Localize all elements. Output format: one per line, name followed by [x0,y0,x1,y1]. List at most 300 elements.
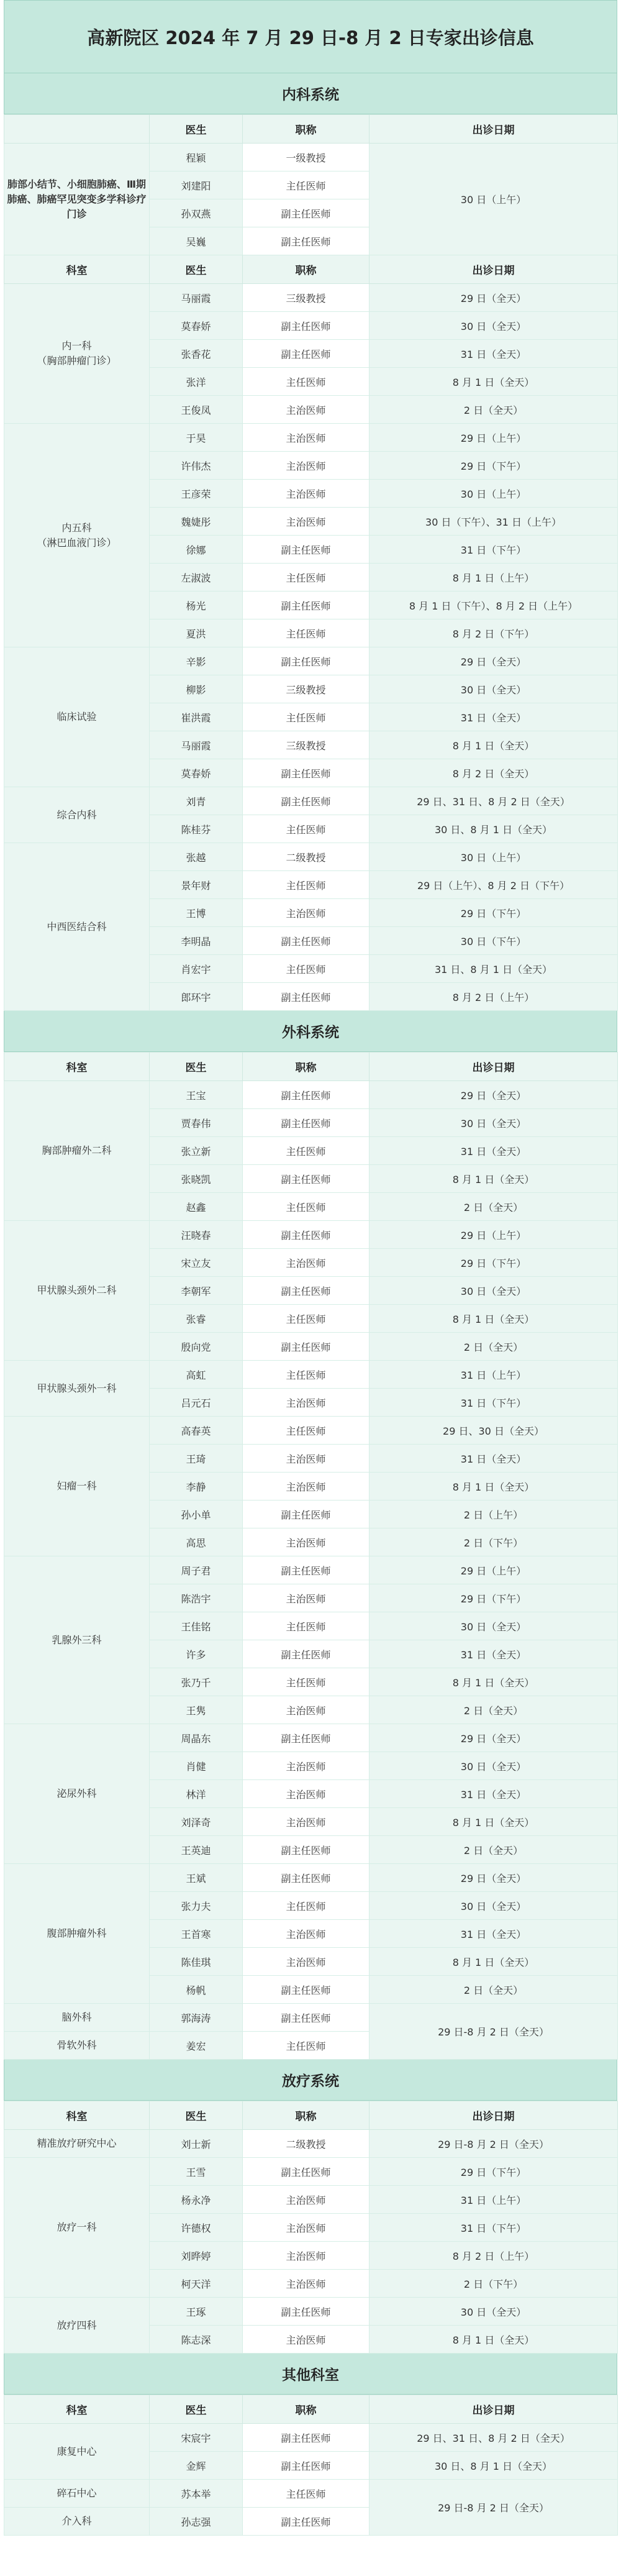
visit-date: 29 日（全天） [369,1081,618,1109]
doctor-rank: 主治医师 [243,1920,369,1948]
dept-name-line: 综合内科 [57,808,97,821]
schedule-table [4,114,618,1011]
dept-header: 科室 [4,255,150,284]
visit-date: 8 月 1 日（下午）、8 月 2 日（上午） [369,591,618,619]
visit-date: 30 日、8 月 1 日（全天） [369,815,618,843]
visit-date: 8 月 1 日（全天） [369,731,618,759]
section-title: 外科系统 [4,1011,617,1052]
visit-date: 8 月 1 日（全天） [369,1668,618,1696]
visit-date: 8 月 2 日（下午） [369,619,618,647]
doctor-name: 孙双燕 [150,199,243,227]
doctor-name: 柳影 [150,675,243,703]
dept-name-line: （胸部肿瘤门诊） [37,355,117,367]
visit-date: 31 日（下午） [369,1389,618,1417]
doctor-name: 莫春娇 [150,312,243,340]
doctor-name: 肖健 [150,1752,243,1780]
visit-date: 31 日（上午） [369,2186,618,2214]
doctor-name: 张立新 [150,1137,243,1165]
doctor-rank: 副主任医师 [243,227,369,255]
dept-cell [4,2298,150,2354]
visit-date: 29 日（下午） [369,452,618,480]
doctor-rank: 副主任医师 [243,983,369,1011]
dept-cell [4,1556,150,1724]
visit-date: 30 日（全天） [369,1752,618,1780]
doctor-name: 刘士新 [150,2130,243,2158]
doctor-name: 赵鑫 [150,1193,243,1221]
doctor-name: 王琢 [150,2298,243,2326]
doctor-rank: 主治医师 [243,2186,369,2214]
doctor-name: 陈志深 [150,2326,243,2354]
doctor-name: 杨永净 [150,2186,243,2214]
dept-header: 科室 [4,1053,150,1081]
visit-date: 2 日（全天） [369,1193,618,1221]
doctor-rank: 主治医师 [243,1389,369,1417]
dept-cell [4,1221,150,1361]
doctor-rank: 主治医师 [243,396,369,424]
dept-header: 科室 [4,2101,150,2130]
table-row [4,144,618,171]
doctor-rank: 主任医师 [243,368,369,396]
rank-header: 职称 [243,1053,369,1081]
section-title: 内科系统 [4,73,617,114]
visit-date: 8 月 2 日（全天） [369,759,618,787]
visit-date: 30 日（全天） [369,675,618,703]
visit-date: 30 日（全天） [369,1612,618,1640]
visit-date: 30 日（上午） [369,480,618,508]
visit-date: 8 月 1 日（全天） [369,368,618,396]
dept-cell [4,1864,150,2004]
doctor-rank: 主任医师 [243,2032,369,2060]
doctor-rank: 副主任医师 [243,2424,369,2452]
doctor-name: 马丽霞 [150,284,243,312]
visit-date: 30 日（全天） [369,1277,618,1305]
visit-date: 29 日（全天） [369,1724,618,1752]
doctor-name: 王博 [150,899,243,927]
doctor-name: 张晓凯 [150,1165,243,1193]
visit-date: 29 日、31 日、8 月 2 日（全天） [369,787,618,815]
visit-date: 30 日（上午） [369,843,618,871]
dept-name-line: 康复中心 [57,2445,97,2457]
doctor-rank: 副主任医师 [243,1864,369,1892]
dept-cell [4,2424,150,2480]
visit-date: 29 日（全天） [369,1864,618,1892]
doctor-rank: 主治医师 [243,1249,369,1277]
sections-container [4,73,617,2536]
doctor-rank: 副主任医师 [243,759,369,787]
doctor-name: 程颖 [150,144,243,171]
visit-date: 30 日（下午）、31 日（上午） [369,508,618,536]
table-row [4,1417,618,1445]
doctor-rank: 主治医师 [243,1528,369,1556]
doctor-rank: 主任医师 [243,955,369,983]
visit-date: 2 日（全天） [369,396,618,424]
table-row [4,424,618,452]
date-header: 出诊日期 [369,1053,618,1081]
doctor-rank: 副主任医师 [243,1500,369,1528]
doctor-name: 刘青 [150,787,243,815]
doctor-header: 医生 [150,1053,243,1081]
visit-date: 31 日（下午） [369,2214,618,2242]
visit-date: 30 日（上午） [369,144,618,255]
dept-name-line: 碎石中心 [57,2487,97,2499]
doctor-name: 宋宸宇 [150,2424,243,2452]
visit-date: 31 日（全天） [369,1780,618,1808]
dept-name-line: 泌尿外科 [57,1788,97,1799]
visit-date: 31 日、8 月 1 日（全天） [369,955,618,983]
table-row [4,1081,618,1109]
section-title: 放疗系统 [4,2060,617,2101]
table-row [4,647,618,675]
doctor-rank: 主任医师 [243,1193,369,1221]
table-header-row [4,2395,618,2424]
visit-date: 29 日-8 月 2 日（全天） [369,2004,618,2060]
date-header: 出诊日期 [369,255,618,284]
visit-date: 8 月 1 日（全天） [369,1473,618,1500]
visit-date: 30 日（全天） [369,1892,618,1920]
doctor-rank: 副主任医师 [243,1836,369,1864]
table-row [4,2480,618,2508]
table-row [4,2298,618,2326]
doctor-name: 徐娜 [150,536,243,564]
visit-date: 29 日（上午） [369,1221,618,1249]
dept-cell [4,1081,150,1221]
doctor-name: 李朝军 [150,1277,243,1305]
doctor-rank: 主治医师 [243,1445,369,1473]
doctor-header: 医生 [150,115,243,144]
doctor-name: 柯天洋 [150,2270,243,2298]
visit-date: 30 日（全天） [369,312,618,340]
doctor-rank: 主治医师 [243,424,369,452]
visit-date: 31 日（全天） [369,1920,618,1948]
doctor-header: 医生 [150,2101,243,2130]
dept-name-line: 内一科 [61,340,92,352]
doctor-name: 宋立友 [150,1249,243,1277]
doctor-name: 姜宏 [150,2032,243,2060]
table-row [4,2130,618,2158]
doctor-name: 杨帆 [150,1976,243,2004]
doctor-rank: 副主任医师 [243,536,369,564]
dept-name-line: 内五科 [61,521,92,534]
visit-date: 2 日（全天） [369,1696,618,1724]
dept-cell [4,843,150,1011]
rank-header: 职称 [243,2395,369,2424]
rank-header: 职称 [243,115,369,144]
doctor-name: 王琦 [150,1445,243,1473]
doctor-rank: 主任医师 [243,1137,369,1165]
doctor-name: 左淑波 [150,564,243,591]
visit-date: 2 日（下午） [369,2270,618,2298]
doctor-rank: 三级教授 [243,284,369,312]
doctor-rank: 副主任医师 [243,199,369,227]
date-header: 出诊日期 [369,2101,618,2130]
doctor-name: 林洋 [150,1780,243,1808]
dept-cell [4,284,150,424]
doctor-rank: 主治医师 [243,452,369,480]
schedule-page [4,0,617,2536]
dept-name-line: 脑外科 [61,2011,92,2023]
doctor-rank: 主任医师 [243,1892,369,1920]
table-row [4,1556,618,1584]
visit-date: 2 日（上午） [369,1500,618,1528]
doctor-rank: 一级教授 [243,144,369,171]
rank-header: 职称 [243,255,369,284]
visit-date: 29 日（上午） [369,424,618,452]
dept-name-line: 甲状腺头颈外一科 [37,1382,117,1394]
dept-cell [4,2032,150,2060]
visit-date: 29 日、30 日（全天） [369,1417,618,1445]
table-header-row [4,255,618,284]
schedule-table [4,1052,618,2060]
visit-date: 30 日（下午） [369,927,618,955]
doctor-name: 吕元石 [150,1389,243,1417]
doctor-rank: 副主任医师 [243,787,369,815]
visit-date: 29 日-8 月 2 日（全天） [369,2480,618,2536]
doctor-name: 许多 [150,1640,243,1668]
doctor-rank: 副主任医师 [243,927,369,955]
doctor-name: 金辉 [150,2452,243,2480]
dept-cell [4,424,150,647]
doctor-rank: 主任医师 [243,2480,369,2508]
doctor-rank: 副主任医师 [243,647,369,675]
doctor-name: 高思 [150,1528,243,1556]
dept-cell [4,2130,150,2158]
visit-date: 8 月 1 日（全天） [369,2326,618,2354]
doctor-rank: 三级教授 [243,731,369,759]
table-row [4,1361,618,1389]
doctor-name: 周晶东 [150,1724,243,1752]
doctor-rank: 主治医师 [243,1696,369,1724]
doctor-name: 周子君 [150,1556,243,1584]
visit-date: 31 日（上午） [369,1361,618,1389]
doctor-name: 辛影 [150,647,243,675]
doctor-name: 张香花 [150,340,243,368]
doctor-rank: 主治医师 [243,2214,369,2242]
visit-date: 30 日、8 月 1 日（全天） [369,2452,618,2480]
doctor-rank: 二级教授 [243,2130,369,2158]
visit-date: 8 月 1 日（全天） [369,1808,618,1836]
doctor-name: 肖宏宇 [150,955,243,983]
doctor-rank: 主治医师 [243,480,369,508]
dept-cell [4,647,150,787]
dept-cell [4,787,150,843]
dept-name-line: 放疗一科 [57,2221,97,2233]
visit-date: 29 日（下午） [369,1584,618,1612]
doctor-name: 李静 [150,1473,243,1500]
doctor-rank: 副主任医师 [243,2004,369,2032]
doctor-name: 张越 [150,843,243,871]
doctor-rank: 主任医师 [243,871,369,899]
doctor-rank: 主治医师 [243,1752,369,1780]
page-title: 高新院区 2024 年 7 月 29 日-8 月 2 日专家出诊信息 [4,0,617,73]
doctor-rank: 副主任医师 [243,1976,369,2004]
visit-date: 29 日（上午） [369,1556,618,1584]
doctor-rank: 主治医师 [243,1808,369,1836]
doctor-name: 陈佳琪 [150,1948,243,1976]
doctor-name: 于昊 [150,424,243,452]
doctor-header: 医生 [150,2395,243,2424]
doctor-rank: 副主任医师 [243,1165,369,1193]
dept-name-line: 乳腺外三科 [52,1633,102,1646]
doctor-rank: 副主任医师 [243,1724,369,1752]
table-row [4,843,618,871]
table-header-row [4,2101,618,2130]
table-row [4,2004,618,2032]
visit-date: 29 日（下午） [369,2158,618,2186]
doctor-rank: 副主任医师 [243,591,369,619]
doctor-rank: 副主任医师 [243,1109,369,1137]
visit-date: 2 日（全天） [369,1836,618,1864]
dept-cell [4,2480,150,2508]
dept-header: 科室 [4,2395,150,2424]
date-header: 出诊日期 [369,2395,618,2424]
doctor-name: 贾春伟 [150,1109,243,1137]
doctor-name: 崔洪霞 [150,703,243,731]
doctor-name: 李明晶 [150,927,243,955]
doctor-name: 夏洪 [150,619,243,647]
doctor-name: 刘晔婷 [150,2242,243,2270]
doctor-name: 景年财 [150,871,243,899]
doctor-name: 苏本举 [150,2480,243,2508]
doctor-name: 陈桂芬 [150,815,243,843]
doctor-name: 张睿 [150,1305,243,1333]
doctor-name: 王佳铭 [150,1612,243,1640]
table-header-row [4,1053,618,1081]
dept-cell [4,1724,150,1864]
doctor-rank: 副主任医师 [243,1277,369,1305]
table-row [4,1724,618,1752]
table-row [4,2158,618,2186]
visit-date: 30 日（全天） [369,2298,618,2326]
doctor-name: 许伟杰 [150,452,243,480]
doctor-rank: 副主任医师 [243,1556,369,1584]
doctor-rank: 主治医师 [243,2326,369,2354]
doctor-rank: 副主任医师 [243,2158,369,2186]
doctor-rank: 主治医师 [243,2270,369,2298]
doctor-name: 王彦荣 [150,480,243,508]
dept-name-line: 甲状腺头颈外二科 [37,1284,117,1296]
doctor-name: 郭海涛 [150,2004,243,2032]
doctor-name: 吴巍 [150,227,243,255]
visit-date: 29 日（全天） [369,647,618,675]
table-header-row [4,115,618,144]
visit-date: 8 月 1 日（上午） [369,564,618,591]
doctor-rank: 副主任医师 [243,1081,369,1109]
visit-date: 29 日（上午）、8 月 2 日（下午） [369,871,618,899]
doctor-rank: 三级教授 [243,675,369,703]
doctor-name: 刘建阳 [150,171,243,199]
doctor-name: 张洋 [150,368,243,396]
doctor-name: 王宝 [150,1081,243,1109]
dept-name-line: 骨软外科 [57,2039,97,2051]
table-row [4,2424,618,2452]
doctor-rank: 主任医师 [243,1417,369,1445]
doctor-rank: 主任医师 [243,1612,369,1640]
dept-header-blank [4,115,150,144]
visit-date: 8 月 1 日（全天） [369,1165,618,1193]
dept-name-line: 介入科 [61,2515,92,2527]
doctor-rank: 主任医师 [243,619,369,647]
doctor-rank: 主任医师 [243,1361,369,1389]
dept-cell [4,2004,150,2032]
doctor-rank: 主治医师 [243,2242,369,2270]
doctor-name: 王英迪 [150,1836,243,1864]
visit-date: 2 日（全天） [369,1333,618,1361]
visit-date: 2 日（下午） [369,1528,618,1556]
doctor-name: 莫春娇 [150,759,243,787]
doctor-rank: 主治医师 [243,899,369,927]
table-row [4,1221,618,1249]
dept-cell [4,1417,150,1556]
visit-date: 29 日（下午） [369,899,618,927]
doctor-rank: 副主任医师 [243,340,369,368]
doctor-rank: 主任医师 [243,564,369,591]
doctor-rank: 主治医师 [243,508,369,536]
doctor-name: 王俊凤 [150,396,243,424]
visit-date: 8 月 1 日（全天） [369,1305,618,1333]
doctor-rank: 副主任医师 [243,1221,369,1249]
dept-name-line: 胸部肿瘤外二科 [42,1144,112,1156]
visit-date: 31 日（全天） [369,1137,618,1165]
doctor-name: 王雪 [150,2158,243,2186]
table-row [4,284,618,312]
doctor-name: 张乃千 [150,1668,243,1696]
dept-name-line: 中西医结合科 [47,920,107,933]
dept-cell [4,1361,150,1417]
doctor-rank: 主任医师 [243,703,369,731]
dept-cell [4,144,150,255]
visit-date: 30 日（全天） [369,1109,618,1137]
doctor-rank: 副主任医师 [243,1640,369,1668]
doctor-rank: 主任医师 [243,815,369,843]
doctor-rank: 主任医师 [243,1305,369,1333]
doctor-rank: 副主任医师 [243,2452,369,2480]
doctor-name: 刘泽奇 [150,1808,243,1836]
visit-date: 8 月 2 日（上午） [369,2242,618,2270]
schedule-table [4,2395,618,2536]
doctor-rank: 副主任医师 [243,1333,369,1361]
doctor-name: 孙小单 [150,1500,243,1528]
doctor-rank: 二级教授 [243,843,369,871]
visit-date: 29 日、31 日、8 月 2 日（全天） [369,2424,618,2452]
doctor-name: 张力夫 [150,1892,243,1920]
dept-cell [4,2158,150,2298]
dept-name-line: （淋巴血液门诊） [37,536,117,549]
doctor-name: 陈浩宇 [150,1584,243,1612]
dept-name-line: 妇瘤一科 [57,1480,97,1492]
doctor-name: 许德权 [150,2214,243,2242]
doctor-name: 马丽霞 [150,731,243,759]
visit-date: 2 日（全天） [369,1976,618,2004]
visit-date: 31 日（全天） [369,1445,618,1473]
dept-name-line: 精准放疗研究中心 [37,2137,117,2149]
doctor-rank: 副主任医师 [243,312,369,340]
doctor-rank: 副主任医师 [243,2508,369,2536]
doctor-rank: 主任医师 [243,1668,369,1696]
doctor-rank: 主治医师 [243,1473,369,1500]
doctor-rank: 副主任医师 [243,2298,369,2326]
doctor-name: 高虹 [150,1361,243,1389]
section-title: 其他科室 [4,2354,617,2395]
doctor-name: 杨光 [150,591,243,619]
doctor-rank: 主治医师 [243,1948,369,1976]
doctor-name: 魏婕彤 [150,508,243,536]
doctor-name: 郎环宇 [150,983,243,1011]
visit-date: 8 月 2 日（上午） [369,983,618,1011]
doctor-name: 殷向党 [150,1333,243,1361]
doctor-header: 医生 [150,255,243,284]
dept-name-line: 临床试验 [57,711,97,723]
rank-header: 职称 [243,2101,369,2130]
